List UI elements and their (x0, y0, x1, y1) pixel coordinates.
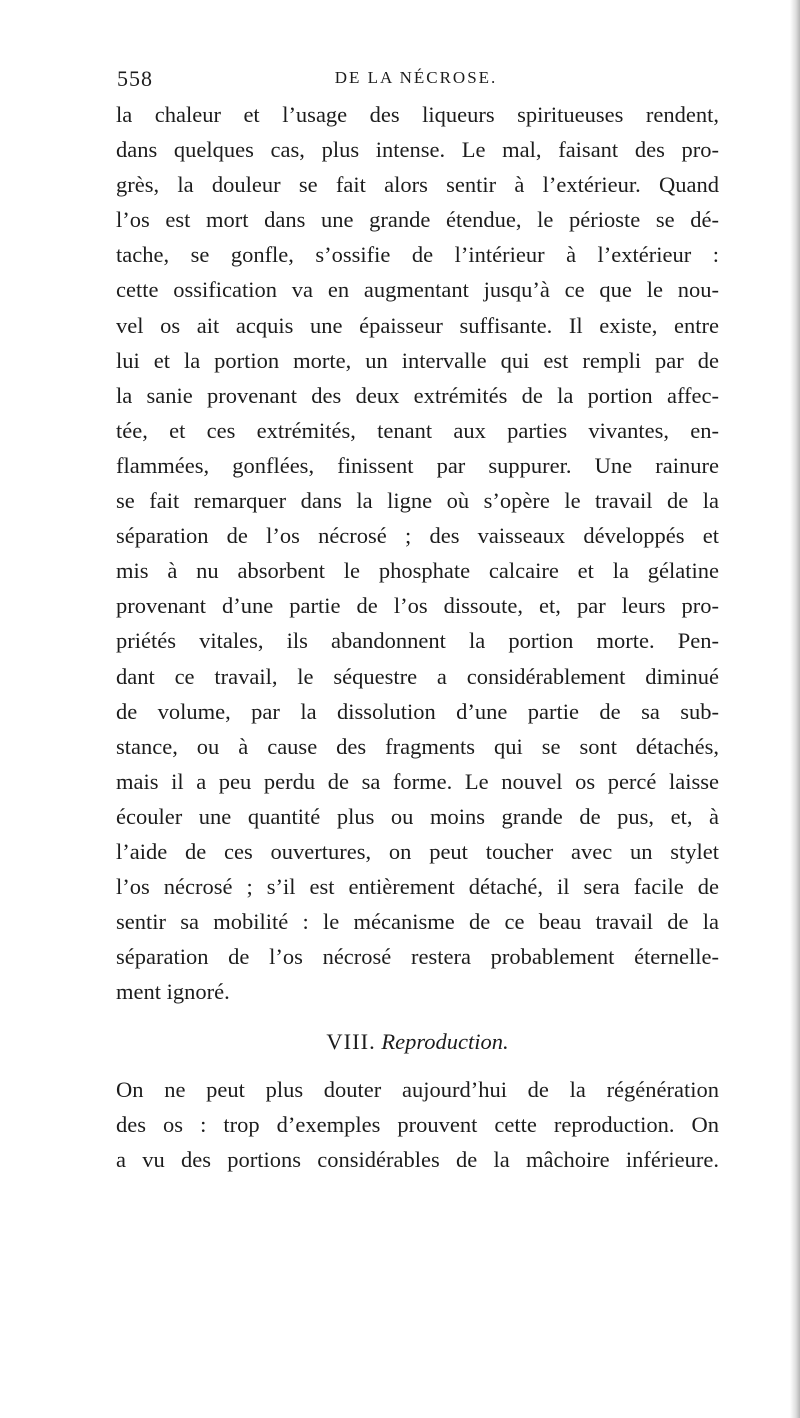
text-line: l’os est mort dans une grande étendue, le périoste se dé- (116, 207, 719, 233)
section-number: VIII. (326, 1029, 376, 1054)
text-line: mis à nu absorbent le phosphate calcaire et la gélatine (116, 558, 719, 584)
running-title: DE LA NÉCROSE. (334, 68, 498, 87)
text-line: des os : trop d’exemples prouvent cette reproduction. On (116, 1112, 719, 1138)
text-line: de volume, par la dissolution d’une partie de sa sub- (116, 698, 719, 724)
text-line: séparation de l’os nécrosé ; des vaisseaux développés et (116, 523, 719, 549)
text-line: séparation de l’os nécrosé restera probablement éternelle- (116, 944, 719, 970)
running-head (117, 66, 715, 96)
page-edge-shadow (790, 0, 800, 1418)
text-line: lui et la portion morte, un intervalle qui est rempli par de (116, 347, 719, 373)
text-line: a vu des portions considérables de la mâchoire inférieure. (116, 1147, 719, 1173)
text-line: priétés vitales, ils abandonnent la portion morte. Pen- (116, 628, 719, 654)
section-title: Reproduction. (381, 1029, 509, 1054)
text-line: la chaleur et l’usage des liqueurs spiritueuses rendent, (116, 102, 719, 127)
section-heading (116, 1024, 719, 1059)
text-line: l’aide de ces ouvertures, on peut toucher avec un stylet (116, 838, 719, 864)
text-line: cette ossification va en augmentant jusqu’à ce que le nou- (116, 277, 719, 303)
text-line: stance, ou à cause des fragments qui se sont détachés, (116, 733, 719, 759)
paragraph-2 (116, 1072, 719, 1177)
text-line: ment ignoré. (116, 979, 230, 1005)
text-line: grès, la douleur se fait alors sentir à l’extérieur. Quand (116, 172, 719, 198)
text-line: se fait remarquer dans la ligne où s’opère le travail de la (116, 488, 719, 514)
text-line: l’os nécrosé ; s’il est entièrement détaché, il sera facile de (116, 874, 719, 900)
text-line: provenant d’une partie de l’os dissoute, et, par leurs pro- (116, 593, 719, 619)
text-line: On ne peut plus douter aujourd’hui de la régénération (116, 1077, 719, 1102)
text-line: dans quelques cas, plus intense. Le mal, faisant des pro- (116, 137, 719, 163)
text-line: mais il a peu perdu de sa forme. Le nouvel os percé laisse (116, 768, 719, 794)
text-line: dant ce travail, le séquestre a considérablement diminué (116, 663, 719, 689)
text-line: tache, se gonfle, s’ossifie de l’intérieur à l’extérieur : (116, 242, 719, 268)
text-line: vel os ait acquis une épaisseur suffisante. Il existe, entre (116, 312, 719, 338)
text-line: flammées, gonflées, finissent par suppurer. Une rainure (116, 452, 719, 478)
paragraph-1 (116, 97, 719, 1009)
text-line: sentir sa mobilité : le mécanisme de ce beau travail de la (116, 909, 719, 935)
text-line: la sanie provenant des deux extrémités de la portion affec- (116, 382, 719, 408)
page-number: 558 (117, 66, 153, 91)
text-line: tée, et ces extrémités, tenant aux parties vivantes, en- (116, 417, 719, 443)
text-line: écouler une quantité plus ou moins grande de pus, et, à (116, 803, 719, 829)
